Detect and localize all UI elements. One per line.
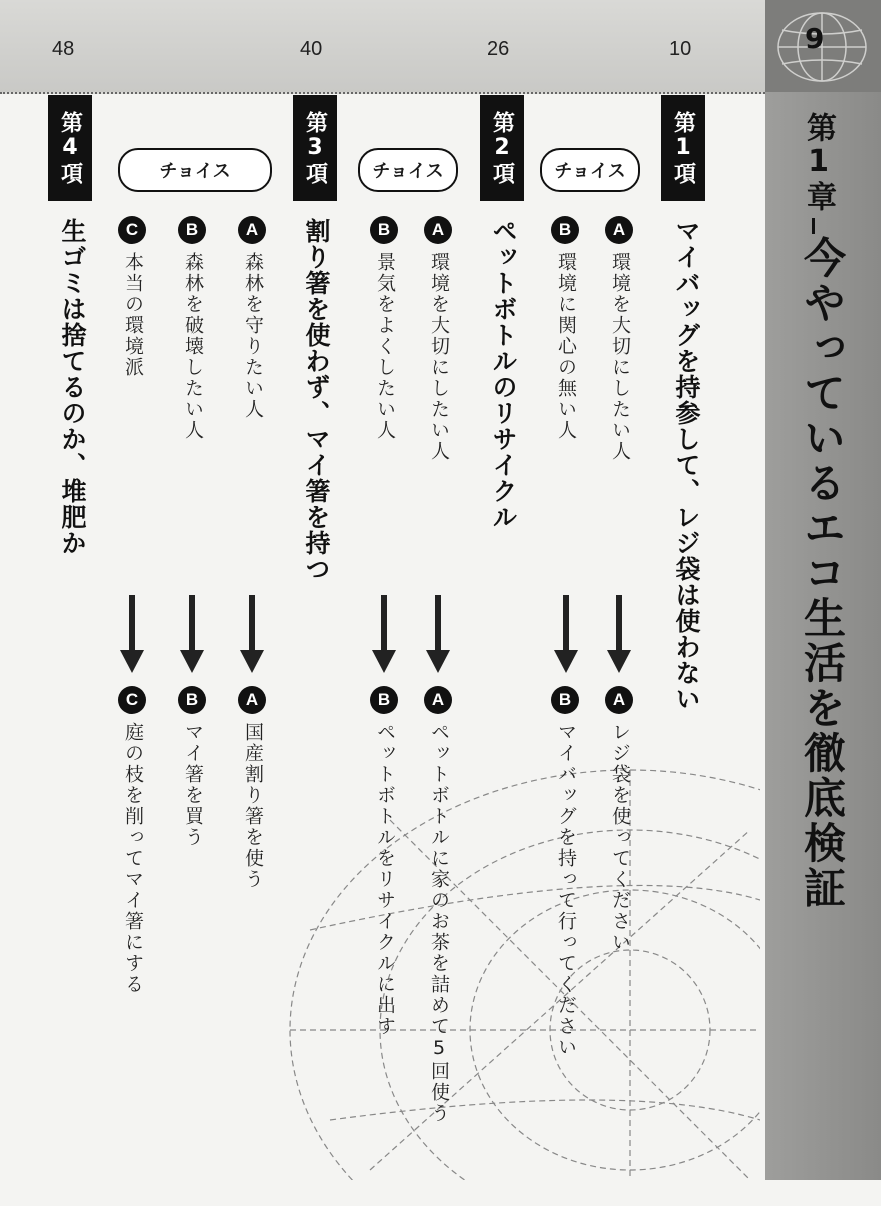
down-arrow-icon	[553, 595, 579, 675]
result-badge: B	[370, 686, 398, 714]
page-number-section-4: 48	[52, 38, 75, 60]
chapter-page-number: 9	[805, 22, 825, 55]
result-text: マイ箸を買う	[182, 722, 204, 848]
section-1-tab: 第1項	[661, 95, 705, 201]
option-text: 本当の環境派	[122, 252, 144, 378]
result-badge: A	[605, 686, 633, 714]
option-badge: B	[551, 216, 579, 244]
result-badge: A	[424, 686, 452, 714]
choice-pill-section-1: チョイス	[540, 148, 640, 192]
down-arrow-icon	[606, 595, 632, 675]
section-1-title: マイバッグを持参して、レジ袋は使わない	[672, 218, 701, 712]
option-badge: A	[238, 216, 266, 244]
globe-decoration-icon	[250, 700, 760, 1180]
down-arrow-icon	[119, 595, 145, 675]
page-number-section-1: 10	[669, 38, 692, 60]
page-number-section-2: 26	[487, 38, 510, 60]
down-arrow-icon	[179, 595, 205, 675]
chapter-label: 第1章	[801, 112, 836, 213]
option-text: 環境を大切にしたい人	[609, 252, 631, 462]
option-badge: A	[424, 216, 452, 244]
header-band	[0, 0, 765, 94]
down-arrow-icon	[239, 595, 265, 675]
result-badge: B	[551, 686, 579, 714]
option-text: 森林を守りたい人	[242, 252, 264, 420]
result-badge: B	[178, 686, 206, 714]
section-3-title: 割り箸を使わず、マイ箸を持つ	[302, 218, 331, 582]
option-text: 景気をよくしたい人	[374, 252, 396, 441]
chapter-title: 今やっているエコ生活を徹底検証	[798, 236, 847, 911]
result-text: レジ袋を使ってください	[609, 722, 631, 953]
option-text: 環境に関心の無い人	[555, 252, 577, 441]
result-text: ペットボトルをリサイクルに出す	[374, 722, 396, 1037]
down-arrow-icon	[425, 595, 451, 675]
result-text: マイバッグを持って行ってください	[555, 722, 577, 1058]
option-badge: B	[370, 216, 398, 244]
result-text: 庭の枝を削ってマイ箸にする	[122, 722, 144, 995]
result-text: ペットボトルに家のお茶を詰めて5回使う	[428, 722, 450, 1124]
chapter-separator	[812, 218, 815, 234]
page-number-section-3: 40	[300, 38, 323, 60]
section-2-tab: 第2項	[480, 95, 524, 201]
option-badge: B	[178, 216, 206, 244]
result-badge: C	[118, 686, 146, 714]
result-badge: A	[238, 686, 266, 714]
down-arrow-icon	[371, 595, 397, 675]
option-text: 森林を破壊したい人	[182, 252, 204, 441]
choice-pill-section-2: チョイス	[358, 148, 458, 192]
option-badge: A	[605, 216, 633, 244]
section-3-tab: 第3項	[293, 95, 337, 201]
choice-pill-section-3: チョイス	[118, 148, 272, 192]
section-4-title: 生ゴミは捨てるのか、堆肥か	[58, 218, 87, 556]
option-text: 環境を大切にしたい人	[428, 252, 450, 462]
section-2-title: ペットボトルのリサイクル	[489, 218, 518, 530]
section-4-tab: 第4項	[48, 95, 92, 201]
option-badge: C	[118, 216, 146, 244]
result-text: 国産割り箸を使う	[242, 722, 264, 890]
